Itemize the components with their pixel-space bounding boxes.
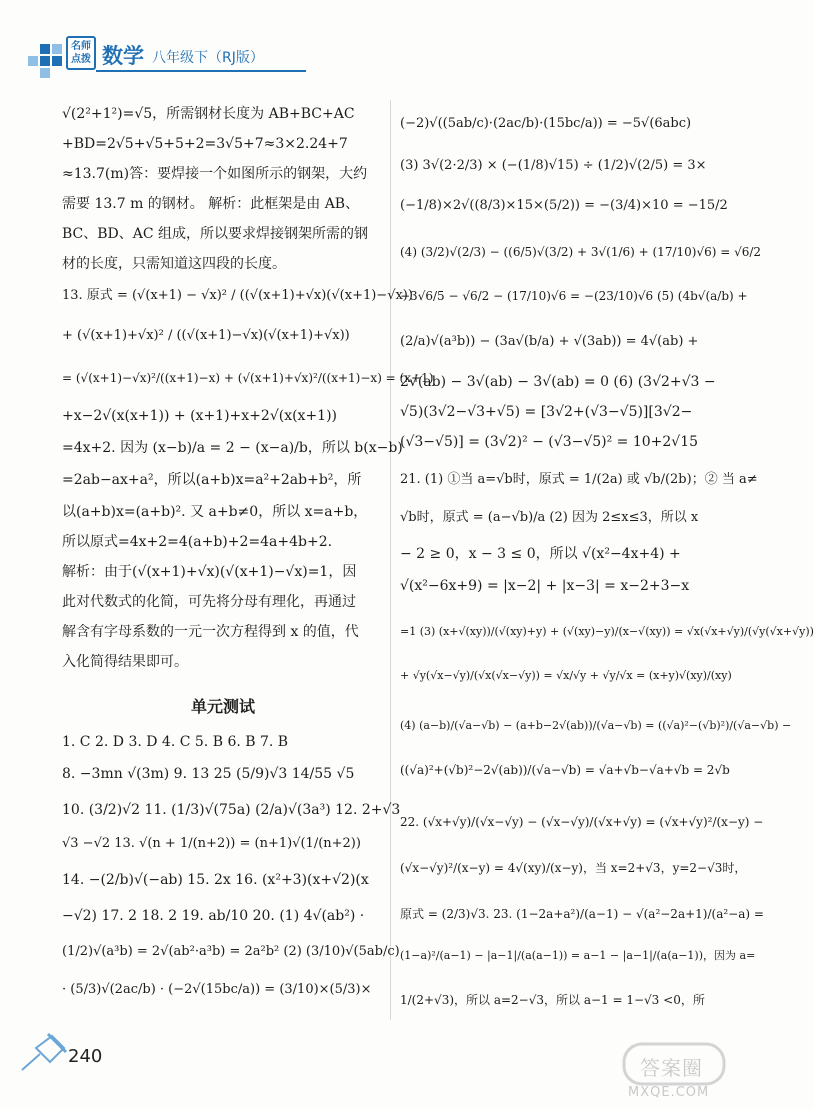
text-line: +BD=2√5+√5+5+2=3√5+7≈3×2.24+7 [62,136,348,152]
answer-line: 14. −(2/b)√(−ab) 15. 2x 16. (x²+3)(x+√2)(x [62,872,369,888]
subject-title: 数学 [102,44,144,68]
text-line: (1−a)²/(a−1) − |a−1|/(a(a−1)) = a−1 − |a−1|/(a(a−1))，因为 a= [400,949,756,962]
page-header [0,0,750,90]
decor-square [28,56,38,66]
text-line: = (√(x+1)−√x)²/((x+1)−x) + (√(x+1)+√x)²/((x+1)−x) = (x+1) [62,371,434,385]
text-line: −3√6/5 − √6/2 − (17/10)√6 = −(23/10)√6 (5) (4b√(a/b) + [400,289,748,303]
text-line: 材的长度，只需知道这四段的长度。 [62,256,286,272]
text-line: BC、BD、AC 组成，所以要求焊接钢架所需的钢 [62,226,369,242]
text-line: (√x−√y)²/(x−y) = 4√(xy)/(x−y)，当 x=2+√3，y=2−√3时， [400,861,747,875]
text-line: 需要 13.7 m 的钢材。 解析：此框架是由 AB、 [62,196,360,212]
watermark-text: 答案圈 [640,1056,703,1080]
text-line: ≈13.7(m)答：要焊接一个如图所示的钢架，大约 [62,166,368,182]
text-line: (2/a)√(a³b)) − (3a√(b/a) + √(3ab)) = 4√(ab) + [400,334,699,349]
answer-line: 10. (3/2)√2 11. (1/3)√(75a) (2/a)√(3a³) 12. 2+√3 [62,802,401,818]
text-line: 此对代数式的化简，可先将分母有理化，再通过 [62,594,356,610]
text-line: + √y(√x−√y)/(√x(√x−√y)) = √x/√y + √y/√x = (x+y)√(xy)/(xy) [400,669,732,682]
text-line: 解含有字母系数的一元一次方程得到 x 的值，代 [62,624,359,640]
text-line: + (√(x+1)+√x)² / ((√(x+1)−√x)(√(x+1)+√x)) [62,328,350,343]
answer-line: −√2) 17. 2 18. 2 19. ab/10 20. (1) 4√(ab²) · [62,908,365,924]
text-line: 13. 原式 = (√(x+1) − √x)² / ((√(x+1)+√x)(√(x+1)−√x)) [62,288,413,303]
answer-line: 8. −3mn √(3m) 9. 13 25 (5/9)√3 14/55 √5 [62,766,355,782]
text-line: =1 (3) (x+√(xy))/(√(xy)+y) + (√(xy)−y)/(x−√(xy)) = √x(√x+√y)/(√y(√x+√y)) [400,625,814,638]
text-line: √(x²−6x+9) = |x−2| + |x−3| = x−2+3−x [400,578,690,594]
logo-text-top: 名师 [71,41,91,52]
grade-label: 八年级下（RJ版） [152,50,264,66]
pushpin-icon [18,1026,74,1076]
text-line: 1/(2+√3)，所以 a=2−√3，所以 a−1 = 1−√3 <0，所 [400,993,705,1007]
decor-square [40,56,50,66]
text-line: =2ab−ax+a²，所以(a+b)x=a²+2ab+b²，所 [62,472,362,488]
text-line: 22. (√x+√y)/(√x−√y) − (√x−√y)/(√x+√y) = (√x+√y)²/(x−y) − [400,815,764,829]
text-line: +x−2√(x(x+1)) + (x+1)+x+2√(x(x+1)) [62,408,338,424]
text-line: 解析：由于(√(x+1)+√x)(√(x+1)−√x)=1，因 [62,564,357,580]
text-line: 2√(ab) − 3√(ab) − 3√(ab) = 0 (6) (3√2+√3 − [400,374,716,390]
column-divider [390,100,391,1020]
text-line: 21. (1) ①当 a=√b时，原式 = 1/(2a) 或 √b/(2b)；② 当 a≠ [400,472,758,487]
text-line: (√3−√5)] = (3√2)² − (√3−√5)² = 10+2√15 [400,434,699,450]
series-logo [66,36,96,70]
text-line: 所以原式=4x+2=4(a+b)+2=4a+4b+2. [62,534,333,550]
answer-line: (1/2)√(a³b) = 2√(ab²·a³b) = 2a²b² (2) (3/10)√(5ab/c) [62,944,400,959]
watermark-url: MXQE.COM [628,1085,710,1100]
text-line: 以(a+b)x=(a+b)². 又 a+b≠0，所以 x=a+b， [62,504,368,520]
decor-square [40,68,50,78]
answer-line: 1. C 2. D 3. D 4. C 5. B 6. B 7. B [62,734,289,750]
text-line: ((√a)²+(√b)²−2√(ab))/(√a−√b) = √a+√b−√a+√b = 2√b [400,763,730,777]
text-line: 入化简得结果即可。 [62,654,188,670]
decor-square [52,44,62,54]
text-line: √(2²+1²)=√5，所需钢材长度为 AB+BC+AC [62,106,355,122]
section-title: 单元测试 [190,697,255,716]
page-number: 240 [68,1046,103,1067]
text-line: − 2 ≥ 0，x − 3 ≤ 0，所以 √(x²−4x+4) + [400,546,681,562]
logo-text-bottom: 点拨 [71,54,91,65]
text-line: 原式 = (2/3)√3. 23. (1−2a+a²)/(a−1) − √(a²−2a+1)/(a²−a) = [400,907,764,921]
text-line: (4) (3/2)√(2/3) − ((6/5)√(3/2) + 3√(1/6) + (17/10)√6) = √6/2 [400,245,762,259]
header-underline [96,70,306,72]
text-line: (4) (a−b)/(√a−√b) − (a+b−2√(ab))/(√a−√b) = ((√a)²−(√b)²)/(√a−√b) − [400,719,792,732]
text-line: =4x+2. 因为 (x−b)/a = 2 − (x−a)/b，所以 b(x−b) [62,440,403,456]
text-line: (−1/8)×2√((8/3)×15×(5/2)) = −(3/4)×10 = −15/2 [400,198,728,213]
text-line: √b时，原式 = (a−√b)/a (2) 因为 2≤x≤3，所以 x [400,510,699,525]
answer-line: · (5/3)√(2ac/b) · (−2√(15bc/a)) = (3/10)×(5/3)× [62,982,372,997]
text-line: (3) 3√(2·2/3) × (−(1/8)√15) ÷ (1/2)√(2/5) = 3× [400,158,707,173]
decor-square [40,44,50,54]
text-line: (−2)√((5ab/c)·(2ac/b)·(15bc/a)) = −5√(6abc) [400,116,692,131]
answer-line: √3 −√2 13. √(n + 1/(n+2)) = (n+1)√(1/(n+2)) [62,836,361,851]
text-line: √5)(3√2−√3+√5) = [3√2+(√3−√5)][3√2− [400,404,693,420]
decor-square [52,56,62,66]
